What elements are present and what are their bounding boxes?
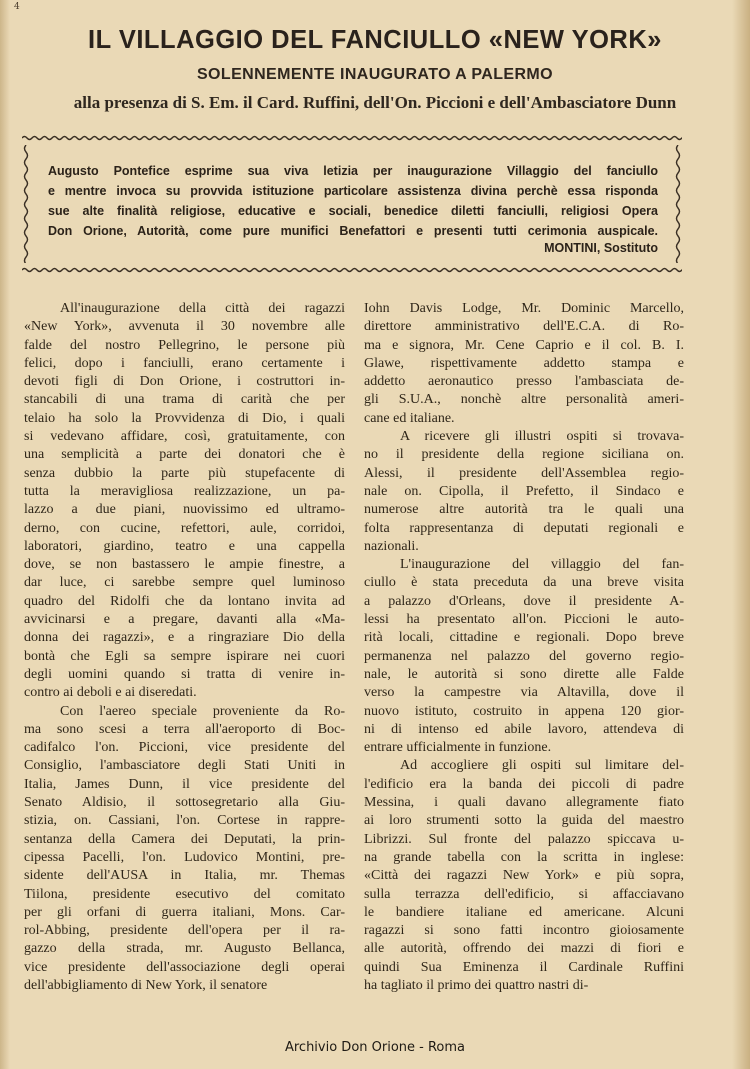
article-title: IL VILLAGGIO DEL FANCIULLO «NEW YORK» [88, 26, 662, 54]
article-line: Iohn Davis Lodge, Mr. Dominic Marcello, [364, 301, 684, 316]
article-line: All'inaugurazione della città dei ragazzi [60, 301, 345, 316]
article-line: bontà che Egli sa sempre ispirare nei cuori [24, 648, 345, 664]
wavy-border-left [22, 145, 30, 263]
article-line: donna dei ragazzi», e a ringraziare Dio della [24, 630, 345, 646]
article-line: alle autorità, offrendo dei mazzi di fiori e [364, 941, 684, 957]
article-line: direttore amministrativo dell'E.C.A. di Ro- [364, 319, 684, 335]
article-column-left [24, 300, 345, 995]
archive-footer: Archivio Don Orione - Roma [284, 1040, 466, 1055]
article-line: cane ed italiane. [364, 410, 455, 426]
telegram-signature: MONTINI, Sostituto [544, 241, 658, 255]
article-subtitle: SOLENNEMENTE INAUGURATO A PALERMO [196, 66, 554, 83]
article-line: lessi ha presentato all'on. Piccioni le auto- [364, 612, 684, 628]
telegram-box [22, 133, 682, 275]
wavy-border-top [22, 133, 682, 143]
article-line: laboratori, giardino, teatro e una cappella [24, 538, 345, 554]
page-edge-shadow-right [732, 0, 750, 1069]
article-line: L'inaugurazione del villaggio del fan- [400, 557, 684, 573]
article-line: dell'abbigliamento di New York, il senatore [24, 977, 268, 993]
article-line: vice presidente dell'associazione degli operai [24, 959, 345, 975]
wavy-border-right [674, 145, 682, 263]
article-line: verso la campestre via Altavilla, dove il [364, 685, 684, 701]
article-line: entrare ufficialmente in funzione. [364, 740, 552, 756]
article-line: l'edificio era la banda dei piccoli di padre [364, 776, 684, 792]
article-line: devoti figli di Don Orione, i costruttori in- [24, 374, 345, 390]
article-line: ciullo è stata preceduta da una breve visita [364, 575, 684, 591]
article-line: Con l'aereo speciale proveniente da Ro- [60, 703, 345, 719]
article-line: cadifalco l'on. Piccioni, vice presidente del [24, 740, 345, 756]
article-line: Librizzi. Sul fronte del palazzo spiccava u- [364, 831, 684, 847]
article-line: lazzo a due piani, nuovissimo ed ultramo- [24, 502, 345, 518]
article-line: Messina, i quali davano allegramente fiato [364, 795, 684, 811]
article-line: ha tagliato il primo dei quattro nastri di- [364, 977, 589, 993]
article-line: sulla terrazza dell'edificio, si affacciavano [364, 886, 684, 902]
article-line: contro ai deboli e ai diseredati. [24, 685, 197, 701]
article-line: «New York», avvenuta il 30 novembre alle [24, 319, 345, 335]
article-line: no il presidente della regione siciliana on. [364, 447, 684, 463]
article-line: le bandiere italiane ed americane. Alcuni [364, 904, 684, 920]
article-line: nazionali. [364, 538, 419, 554]
article-line: permanenza nel palazzo del governo regio- [364, 648, 684, 664]
article-line: degli uomini quando si tratta di venire in- [24, 666, 345, 682]
article-line: Senato Aldisio, il sottosegretario alla Giu- [24, 795, 345, 811]
page-edge-shadow-left [0, 0, 10, 1069]
article-line: ragazzi si sono fatti incontro gioiosamente [364, 923, 684, 939]
telegram-line: Don Orione, Autorità, come pure munifici Benefattori e presenti tutti cerimonia auspicale. [48, 224, 658, 238]
article-line: gli S.U.A., nonchè altre personalità ameri- [364, 392, 684, 408]
telegram-line: Augusto Pontefice esprime sua viva letizia per inaugurazione Villaggio del fanciullo [48, 164, 658, 178]
article-line: sidente dell'AUSA in Italia, mr. Themas [24, 868, 345, 884]
article-line: avvicinarsi e a pregare, davanti alla «Ma- [24, 612, 345, 628]
article-line: nuovo istituto, costruito in appena 120 gior- [364, 703, 684, 719]
article-line: tutta la meravigliosa realizzazione, un pa- [24, 483, 345, 499]
article-line: Ad accogliere gli ospiti sul limitare del- [400, 758, 684, 774]
article-line: una semplicità a parte dei donatori che è [24, 447, 345, 463]
article-line: Alessi, il presidente dell'Assemblea regio- [364, 465, 684, 481]
article-line: A ricevere gli illustri ospiti si trovava- [400, 429, 684, 445]
article-line: quadro del Ridolfi che da lontano invita ad [24, 593, 345, 609]
telegram-line: sue alte finalità religiose, educative e sociali, benedice diletti fanciulli, religiosi Opera [48, 204, 658, 218]
article-line: na grande tabella con la scritta in inglese: [364, 849, 684, 865]
article-line: ma sono scesi a terra all'aeroporto di Boc- [24, 721, 345, 737]
article-line: cipessa Pacelli, l'on. Ludovico Montini, pre- [24, 849, 345, 865]
wavy-border-bottom [22, 265, 682, 275]
article-line: Consiglio, l'ambasciatore degli Stati Uniti in [24, 758, 345, 774]
article-line: nale on. Cipolla, il Prefetto, il Sindaco e [364, 483, 684, 499]
article-line: nale, le autorità si sono dirette alle Falde [364, 666, 684, 682]
papal-telegram [48, 161, 658, 241]
article-line: derno, con cucine, refettori, aule, corridoi, [24, 520, 345, 536]
page-number: 4 [14, 2, 20, 12]
article-line: rità locali, cittadine e regionali. Dopo breve [364, 630, 684, 646]
article-column-right [364, 300, 684, 995]
article-line: addetto aeronautico presso l'ambasciata de- [364, 374, 684, 390]
article-line: Glawe, rispettivamente addetto stampa e [364, 355, 684, 371]
article-line: stizia, on. Cassiani, l'on. Cortese in rappre- [24, 813, 345, 829]
article-line: rol-Abbing, presidente dell'opera per il ra- [24, 923, 345, 939]
article-line: dove, se non bastassero le ampie finestre, a [24, 557, 345, 573]
article-line: Tiilona, presidente esecutivo del comitato [24, 886, 345, 902]
article-line: telaio ha solo la Provvidenza di Dio, i quali [24, 410, 345, 426]
article-line: falde del nostro Pellegrino, le persone più [24, 337, 345, 353]
article-line: ma e signora, Mr. Cene Caprio e il col. B. I. [364, 337, 684, 353]
article-line: ni di intenso ed abile lavoro, attendeva di [364, 721, 684, 737]
article-line: per gli orfani di guerra italiani, Mons. Car- [24, 904, 345, 920]
article-line: gazzo della strada, mr. Augusto Bellanca, [24, 941, 345, 957]
article-line: stancabili di una trama di carità che per [24, 392, 345, 408]
telegram-line: e mentre invoca su provvida istituzione particolare assistenza divina perchè essa risponda [48, 184, 658, 198]
article-line: «Città dei ragazzi New York» e più sopra, [364, 868, 684, 884]
article-line: folta rappresentanza di deputati regionali e [364, 520, 684, 536]
article-line: felici, dopo i fanciulli, erano certamente i [24, 355, 345, 371]
article-line: ai loro strumenti sotto la guida del maestro [364, 813, 684, 829]
article-line: quindi Sua Eminenza il Cardinale Ruffini [364, 959, 684, 975]
article-line: dar luce, ci sarebbe sempre quel luminoso [24, 575, 345, 591]
article-line: a palazzo d'Orleans, dove il presidente A- [364, 593, 684, 609]
article-line: senza dubbio la parte più stupefacente di [24, 465, 345, 481]
article-subheading: alla presenza di S. Em. il Card. Ruffini, dell'On. Piccioni e dell'Ambasciatore Dunn [73, 93, 677, 112]
article-line: sentanza della Camera dei Deputati, la prin- [24, 831, 345, 847]
article-line: numerose altre autorità tra le quali una [364, 502, 684, 518]
article-line: Italia, James Dunn, il vice presidente del [24, 776, 345, 792]
article-line: si vedevano affidare, così, gratuitamente, con [24, 429, 345, 445]
